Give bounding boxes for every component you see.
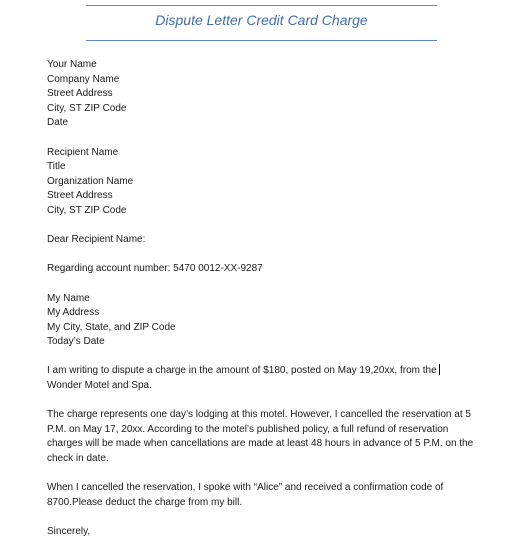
- my-name: My Name: [47, 292, 90, 304]
- paragraph-line: Wonder Motel and Spa.: [47, 380, 152, 392]
- sender-company: Company Name: [47, 73, 120, 85]
- closing: Sincerely,: [47, 526, 91, 537]
- sender-city: City, ST ZIP Code: [47, 102, 127, 114]
- recipient-organization: Organization Name: [47, 175, 134, 187]
- paragraph-line: 8700.Please deduct the charge from my bill.: [47, 496, 243, 508]
- salutation: Dear Recipient Name:: [47, 234, 146, 246]
- my-address: My Address: [47, 307, 100, 319]
- recipient-address-block: [47, 146, 487, 219]
- todays-date: Today’s Date: [47, 336, 105, 348]
- recipient-name: Recipient Name: [47, 146, 119, 158]
- my-details-block: [47, 292, 487, 350]
- recipient-street: Street Address: [47, 190, 113, 202]
- paragraph-confirmation: [47, 481, 487, 510]
- recipient-city: City, ST ZIP Code: [47, 204, 127, 216]
- sender-name: Your Name: [47, 59, 97, 70]
- paragraph-line: charges will be made when cancellations are made at least 48 hours in advance of 5 P.M. on the: [47, 438, 474, 450]
- paragraph-line: check in date.: [47, 453, 109, 465]
- paragraph-charge-details: [47, 408, 487, 466]
- recipient-title: Title: [47, 161, 66, 173]
- sender-address-block: [47, 58, 487, 131]
- sender-date: Date: [47, 117, 69, 129]
- paragraph-line: [47, 364, 487, 379]
- paragraph-text: I am writing to dispute a charge in the amount of $180, posted on May 19,20xx, from the: [47, 365, 437, 377]
- text-cursor: [439, 364, 440, 375]
- paragraph-dispute: [47, 364, 487, 393]
- letter-body[interactable]: [47, 58, 487, 540]
- sender-street: Street Address: [47, 88, 113, 100]
- title-bottom-rule: [86, 40, 437, 41]
- title-top-rule: [86, 5, 437, 6]
- document-title: Dispute Letter Credit Card Charge: [155, 12, 368, 28]
- paragraph-line: When I cancelled the reservation, I spoke with “Alice” and received a confirmation code of: [47, 482, 444, 494]
- regarding-line: Regarding account number: 5470 0012-XX-9287: [47, 263, 263, 275]
- my-city: My City, State, and ZIP Code: [47, 321, 176, 333]
- paragraph-line: The charge represents one day’s lodging at this motel. However, I cancelled the reservation at 5: [47, 409, 471, 421]
- paragraph-line: P.M. on May 17, 20xx. According to the motel’s published policy, a full refund of reservation: [47, 423, 449, 435]
